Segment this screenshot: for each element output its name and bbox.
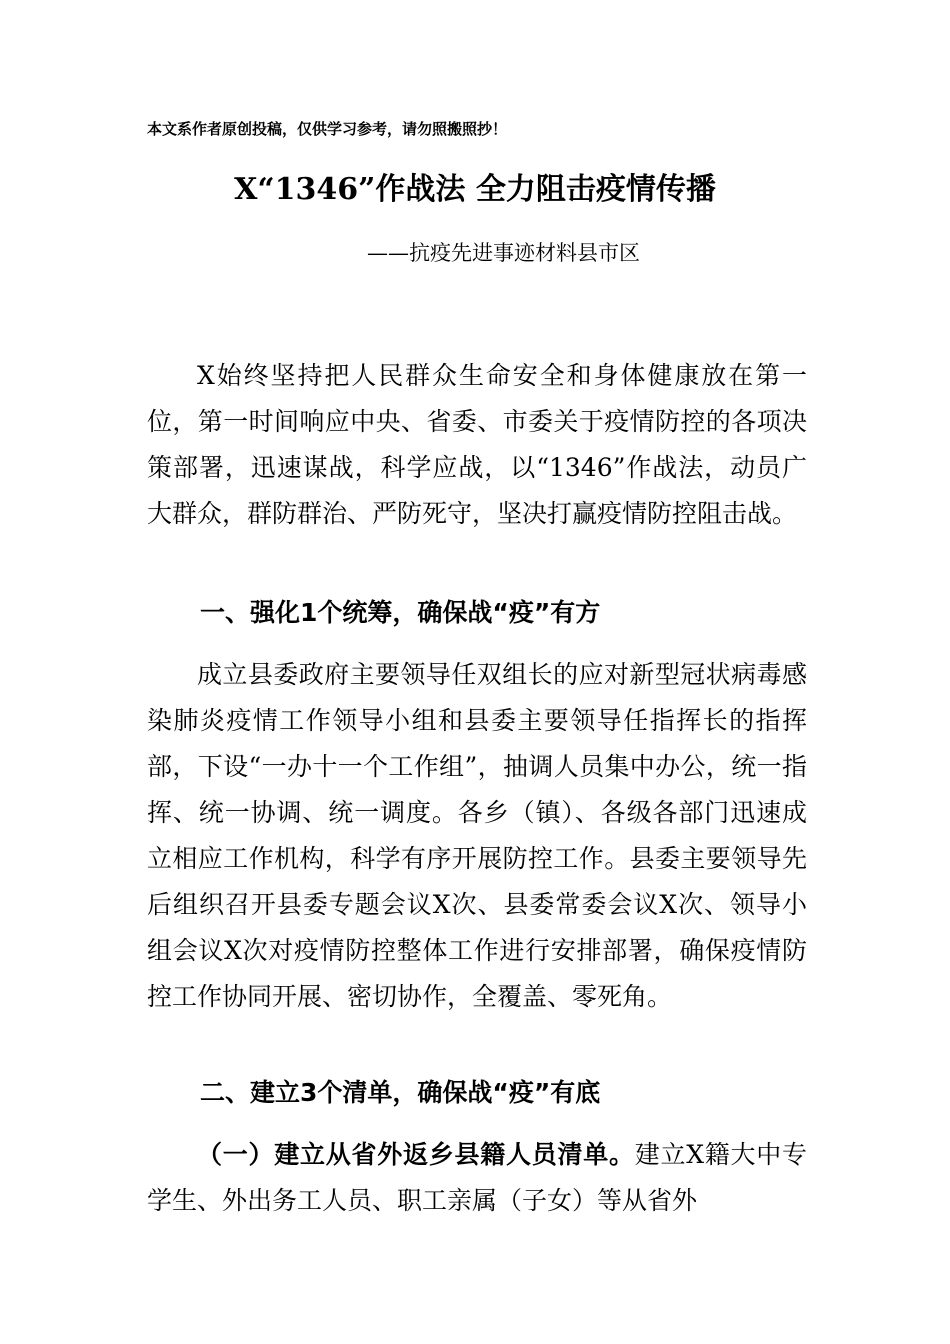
- section-heading-1: 一、强化1个统筹，确保战“疫”有方: [200, 598, 601, 627]
- subsection-text: 建立X籍大中专学生、外出务工人员、职工亲属（子女）等从省外: [147, 1140, 807, 1215]
- intro-paragraph: X始终坚持把人民群众生命安全和身体健康放在第一位，第一时间响应中央、省委、市委关于疫情防控的各项决策部署，迅速谋战，科学应战，以“1346”作战法，动员广大群众，群防群治、严防死守，坚决打赢疫情防控阻击战。: [147, 361, 807, 528]
- section-2-paragraph: [147, 1132, 807, 1224]
- section-1-paragraph: 成立县委政府主要领导任双组长的应对新型冠状病毒感染肺炎疫情工作领导小组和县委主要领导任指挥长的指挥部，下设“一办十一个工作组”，抽调人员集中办公，统一指挥、统一协调、统一调度。各乡（镇）、各级各部门迅速成立相应工作机构，科学有序开展防控工作。县委主要领导先后组织召开县委专题会议X次、县委常委会议X次、领导小组会议X次对疫情防控整体工作进行安排部署，确保疫情防控工作协同开展、密切协作，全覆盖、零死角。: [147, 660, 807, 1011]
- document-title: X“1346”作战法 全力阻击疫情传播: [234, 172, 716, 207]
- copyright-notice: 本文系作者原创投稿，仅供学习参考，请勿照搬照抄！: [147, 120, 508, 138]
- section-heading-2: 二、建立3个清单，确保战“疫”有底: [200, 1078, 601, 1107]
- document-subtitle: ——抗疫先进事迹材料县市区: [367, 241, 640, 265]
- subsection-lead: （一）建立从省外返乡县籍人员清单。: [197, 1140, 635, 1169]
